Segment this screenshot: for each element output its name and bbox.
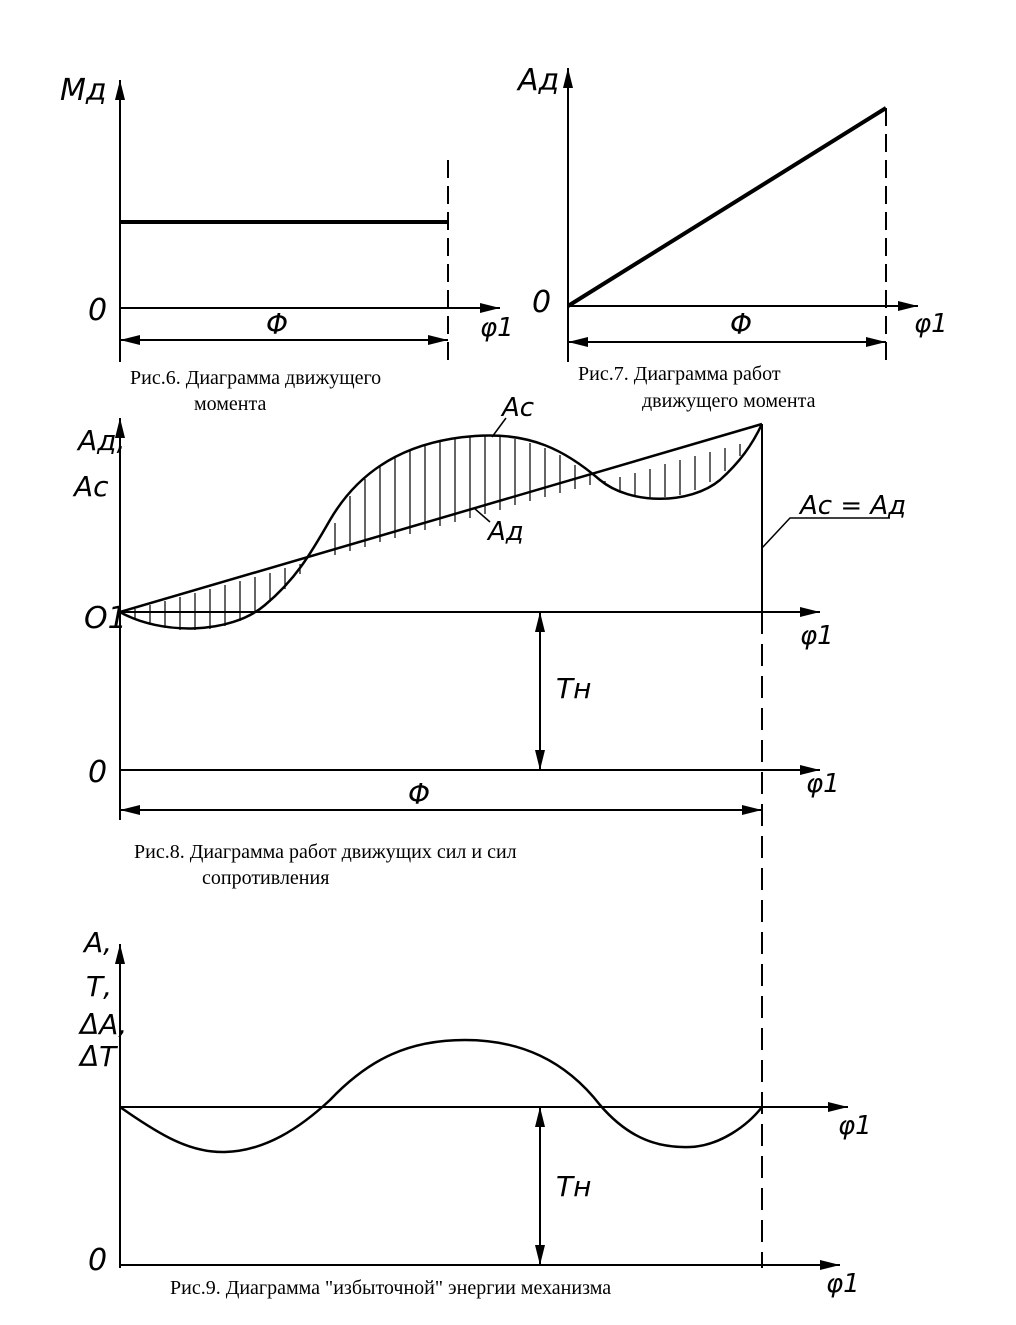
fig7-diagram <box>516 63 948 362</box>
fig7-x-label: φ1 <box>914 309 948 339</box>
fig8-origin-1: O1 <box>84 601 127 636</box>
fig9-tn-label: Тн <box>556 1170 592 1203</box>
fig9-energy-curve <box>120 1040 762 1152</box>
fig9-y-label-2: Т, <box>86 970 113 1003</box>
fig7-caption-line2: движущего момента <box>642 390 816 412</box>
fig8-ad-line <box>120 424 762 612</box>
fig8-ad-label: Ад <box>488 517 524 547</box>
fig7-period-label: Φ <box>730 308 753 341</box>
fig8-ac-label: Ас <box>502 393 535 423</box>
fig6-diagram <box>60 73 514 362</box>
fig8-equality-label: Ас = Ад <box>800 491 907 521</box>
fig6-period-label: Φ <box>266 308 289 341</box>
fig9-origin: 0 <box>88 1243 108 1278</box>
fig8-origin-2: 0 <box>88 755 108 790</box>
fig9-x-label-1: φ1 <box>838 1111 872 1141</box>
fig6-x-label: φ1 <box>480 313 514 343</box>
fig8-tn-label: Тн <box>556 672 592 705</box>
fig8-x-label-2: φ1 <box>806 769 840 799</box>
fig8-x-label-1: φ1 <box>800 621 834 651</box>
fig8-caption-line1: Рис.8. Диаграмма работ движущих сил и сил <box>134 841 517 863</box>
fig6-caption-line2: момента <box>194 393 267 415</box>
fig9-x-label-2: φ1 <box>826 1269 860 1299</box>
fig8-diagram <box>72 393 906 1268</box>
fig9-y-label-3: ΔА, <box>80 1008 128 1041</box>
fig8-y-label-1: Ад, <box>78 424 126 457</box>
fig7-work-line <box>568 108 886 306</box>
fig8-period-label: Φ <box>408 778 431 811</box>
fig8-equality-leader <box>762 518 890 548</box>
fig6-y-label: Мд <box>60 73 107 108</box>
fig8-caption-line2: сопротивления <box>202 867 330 889</box>
fig7-origin-label: 0 <box>532 285 552 320</box>
fig7-y-label: Ад <box>518 63 560 98</box>
fig6-origin-label: 0 <box>88 293 108 328</box>
fig8-ac-curve <box>120 424 762 628</box>
fig9-diagram <box>78 926 872 1299</box>
fig8-y-label-2: Ас <box>74 470 109 503</box>
fig8-hatching <box>135 436 740 630</box>
fig9-y-label-4: ΔТ <box>80 1040 117 1073</box>
fig9-caption: Рис.9. Диаграмма "избыточной" энергии механизма <box>170 1277 612 1299</box>
fig6-caption-line1: Рис.6. Диаграмма движущего <box>130 367 382 389</box>
fig7-caption-line1: Рис.7. Диаграмма работ <box>578 363 781 385</box>
fig9-y-label-1: А, <box>84 926 113 959</box>
